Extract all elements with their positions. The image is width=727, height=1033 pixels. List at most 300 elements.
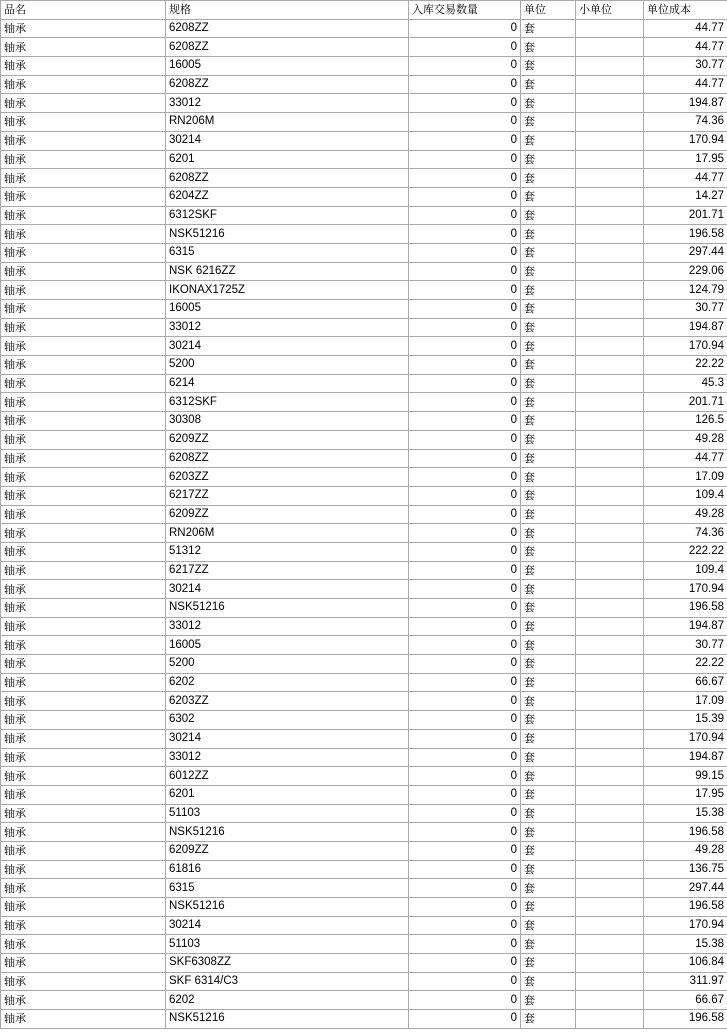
- cell-spec: 51312: [166, 542, 409, 561]
- cell-sub-unit: [576, 636, 644, 655]
- cell-unit-cost: 297.44: [644, 879, 727, 898]
- cell-qty: 0: [409, 393, 521, 412]
- table-row: [1, 767, 727, 786]
- cell-sub-unit: [576, 225, 644, 244]
- cell-name: 轴承: [1, 748, 166, 767]
- cell-spec: 6214: [166, 374, 409, 393]
- table-row: [1, 729, 727, 748]
- cell-unit: 套: [521, 505, 576, 524]
- cell-qty: 0: [409, 748, 521, 767]
- cell-spec: 6204ZZ: [166, 187, 409, 206]
- cell-spec: SKF 6314/C3: [166, 972, 409, 991]
- cell-sub-unit: [576, 729, 644, 748]
- table-row: [1, 318, 727, 337]
- cell-qty: 0: [409, 542, 521, 561]
- header-unit: 单位: [521, 1, 576, 20]
- cell-sub-unit: [576, 898, 644, 917]
- cell-spec: 33012: [166, 318, 409, 337]
- cell-qty: 0: [409, 94, 521, 113]
- cell-unit-cost: 194.87: [644, 748, 727, 767]
- cell-sub-unit: [576, 318, 644, 337]
- cell-sub-unit: [576, 972, 644, 991]
- cell-qty: 0: [409, 374, 521, 393]
- cell-sub-unit: [576, 169, 644, 188]
- cell-sub-unit: [576, 916, 644, 935]
- cell-sub-unit: [576, 748, 644, 767]
- cell-qty: 0: [409, 617, 521, 636]
- table-row: [1, 524, 727, 543]
- cell-spec: RN206M: [166, 524, 409, 543]
- cell-sub-unit: [576, 841, 644, 860]
- table-row: [1, 935, 727, 954]
- cell-unit: 套: [521, 206, 576, 225]
- cell-name: 轴承: [1, 57, 166, 76]
- cell-unit-cost: 126.5: [644, 412, 727, 431]
- cell-unit-cost: 30.77: [644, 300, 727, 319]
- cell-unit-cost: 196.58: [644, 823, 727, 842]
- cell-qty: 0: [409, 991, 521, 1010]
- cell-name: 轴承: [1, 954, 166, 973]
- cell-unit: 套: [521, 169, 576, 188]
- cell-unit-cost: 74.36: [644, 524, 727, 543]
- cell-sub-unit: [576, 711, 644, 730]
- cell-qty: 0: [409, 113, 521, 132]
- cell-qty: 0: [409, 38, 521, 57]
- cell-unit: 套: [521, 356, 576, 375]
- cell-sub-unit: [576, 113, 644, 132]
- cell-name: 轴承: [1, 655, 166, 674]
- cell-qty: 0: [409, 673, 521, 692]
- cell-unit-cost: 194.87: [644, 94, 727, 113]
- cell-unit: 套: [521, 673, 576, 692]
- cell-unit-cost: 194.87: [644, 617, 727, 636]
- cell-unit: 套: [521, 38, 576, 57]
- header-spec: 规格: [166, 1, 409, 20]
- cell-spec: 33012: [166, 94, 409, 113]
- cell-unit: 套: [521, 468, 576, 487]
- cell-sub-unit: [576, 300, 644, 319]
- cell-name: 轴承: [1, 785, 166, 804]
- cell-unit: 套: [521, 785, 576, 804]
- cell-sub-unit: [576, 449, 644, 468]
- cell-unit-cost: 106.84: [644, 954, 727, 973]
- cell-qty: 0: [409, 655, 521, 674]
- cell-unit: 套: [521, 823, 576, 842]
- cell-spec: NSK51216: [166, 823, 409, 842]
- cell-spec: NSK51216: [166, 898, 409, 917]
- cell-qty: 0: [409, 636, 521, 655]
- cell-qty: 0: [409, 692, 521, 711]
- cell-sub-unit: [576, 486, 644, 505]
- cell-unit: 套: [521, 711, 576, 730]
- cell-name: 轴承: [1, 935, 166, 954]
- cell-name: 轴承: [1, 337, 166, 356]
- cell-sub-unit: [576, 150, 644, 169]
- cell-qty: 0: [409, 935, 521, 954]
- cell-unit-cost: 170.94: [644, 729, 727, 748]
- cell-sub-unit: [576, 767, 644, 786]
- cell-unit: 套: [521, 262, 576, 281]
- cell-spec: 16005: [166, 636, 409, 655]
- cell-name: 轴承: [1, 75, 166, 94]
- cell-unit-cost: 22.22: [644, 655, 727, 674]
- cell-unit-cost: 44.77: [644, 449, 727, 468]
- cell-name: 轴承: [1, 841, 166, 860]
- table-row: [1, 169, 727, 188]
- cell-unit: 套: [521, 300, 576, 319]
- cell-name: 轴承: [1, 468, 166, 487]
- cell-name: 轴承: [1, 636, 166, 655]
- cell-unit: 套: [521, 449, 576, 468]
- cell-sub-unit: [576, 823, 644, 842]
- cell-unit: 套: [521, 636, 576, 655]
- cell-qty: 0: [409, 300, 521, 319]
- cell-spec: 6208ZZ: [166, 449, 409, 468]
- cell-qty: 0: [409, 1010, 521, 1029]
- cell-spec: 16005: [166, 300, 409, 319]
- cell-sub-unit: [576, 655, 644, 674]
- table-row: [1, 449, 727, 468]
- cell-qty: 0: [409, 318, 521, 337]
- cell-name: 轴承: [1, 711, 166, 730]
- cell-name: 轴承: [1, 804, 166, 823]
- cell-name: 轴承: [1, 281, 166, 300]
- cell-spec: IKONAX1725Z: [166, 281, 409, 300]
- cell-qty: 0: [409, 954, 521, 973]
- cell-qty: 0: [409, 486, 521, 505]
- table-row: [1, 617, 727, 636]
- cell-sub-unit: [576, 57, 644, 76]
- table-row: [1, 486, 727, 505]
- cell-unit-cost: 66.67: [644, 673, 727, 692]
- cell-unit-cost: 17.95: [644, 150, 727, 169]
- cell-unit: 套: [521, 972, 576, 991]
- cell-sub-unit: [576, 131, 644, 150]
- cell-unit: 套: [521, 243, 576, 262]
- cell-unit-cost: 17.09: [644, 468, 727, 487]
- cell-spec: SKF6308ZZ: [166, 954, 409, 973]
- cell-name: 轴承: [1, 374, 166, 393]
- cell-sub-unit: [576, 954, 644, 973]
- cell-name: 轴承: [1, 692, 166, 711]
- table-row: [1, 225, 727, 244]
- cell-spec: 6209ZZ: [166, 505, 409, 524]
- cell-name: 轴承: [1, 1010, 166, 1029]
- cell-name: 轴承: [1, 300, 166, 319]
- table-row: [1, 580, 727, 599]
- cell-unit-cost: 44.77: [644, 19, 727, 38]
- cell-spec: 16005: [166, 57, 409, 76]
- cell-unit-cost: 124.79: [644, 281, 727, 300]
- cell-sub-unit: [576, 206, 644, 225]
- cell-qty: 0: [409, 841, 521, 860]
- table-row: [1, 954, 727, 973]
- cell-spec: 6208ZZ: [166, 19, 409, 38]
- cell-name: 轴承: [1, 898, 166, 917]
- cell-unit: 套: [521, 692, 576, 711]
- cell-unit: 套: [521, 187, 576, 206]
- cell-unit: 套: [521, 19, 576, 38]
- cell-unit: 套: [521, 412, 576, 431]
- cell-unit: 套: [521, 580, 576, 599]
- cell-spec: NSK 6216ZZ: [166, 262, 409, 281]
- table-row: [1, 711, 727, 730]
- table-row: [1, 785, 727, 804]
- cell-qty: 0: [409, 225, 521, 244]
- cell-sub-unit: [576, 580, 644, 599]
- table-row: [1, 860, 727, 879]
- cell-spec: 30214: [166, 131, 409, 150]
- cell-spec: 6201: [166, 150, 409, 169]
- cell-unit: 套: [521, 804, 576, 823]
- cell-sub-unit: [576, 935, 644, 954]
- table-row: [1, 468, 727, 487]
- cell-name: 轴承: [1, 879, 166, 898]
- cell-spec: 6312SKF: [166, 206, 409, 225]
- cell-qty: 0: [409, 19, 521, 38]
- cell-qty: 0: [409, 262, 521, 281]
- cell-name: 轴承: [1, 991, 166, 1010]
- cell-unit-cost: 196.58: [644, 898, 727, 917]
- table-row: [1, 262, 727, 281]
- cell-spec: 30214: [166, 337, 409, 356]
- cell-name: 轴承: [1, 412, 166, 431]
- cell-qty: 0: [409, 524, 521, 543]
- cell-qty: 0: [409, 767, 521, 786]
- cell-unit-cost: 49.28: [644, 505, 727, 524]
- table-row: [1, 113, 727, 132]
- cell-sub-unit: [576, 599, 644, 618]
- cell-name: 轴承: [1, 673, 166, 692]
- cell-qty: 0: [409, 206, 521, 225]
- cell-unit: 套: [521, 879, 576, 898]
- cell-spec: 51103: [166, 935, 409, 954]
- cell-name: 轴承: [1, 486, 166, 505]
- table-row: [1, 991, 727, 1010]
- table-row: [1, 841, 727, 860]
- cell-unit-cost: 194.87: [644, 318, 727, 337]
- cell-unit: 套: [521, 1010, 576, 1029]
- table-row: [1, 879, 727, 898]
- cell-name: 轴承: [1, 449, 166, 468]
- cell-unit-cost: 297.44: [644, 243, 727, 262]
- cell-sub-unit: [576, 75, 644, 94]
- cell-unit-cost: 15.38: [644, 804, 727, 823]
- cell-qty: 0: [409, 599, 521, 618]
- cell-sub-unit: [576, 356, 644, 375]
- cell-sub-unit: [576, 505, 644, 524]
- cell-spec: 6312SKF: [166, 393, 409, 412]
- cell-qty: 0: [409, 505, 521, 524]
- cell-spec: 6302: [166, 711, 409, 730]
- cell-unit: 套: [521, 617, 576, 636]
- cell-unit-cost: 44.77: [644, 38, 727, 57]
- header-name: 品名: [1, 1, 166, 20]
- cell-qty: 0: [409, 823, 521, 842]
- cell-unit-cost: 17.09: [644, 692, 727, 711]
- cell-qty: 0: [409, 150, 521, 169]
- cell-name: 轴承: [1, 131, 166, 150]
- cell-unit-cost: 109.4: [644, 486, 727, 505]
- table-row: [1, 150, 727, 169]
- table-row: [1, 412, 727, 431]
- table-row: [1, 542, 727, 561]
- cell-name: 轴承: [1, 617, 166, 636]
- table-row: [1, 374, 727, 393]
- cell-sub-unit: [576, 1010, 644, 1029]
- cell-qty: 0: [409, 337, 521, 356]
- cell-name: 轴承: [1, 243, 166, 262]
- cell-spec: 6201: [166, 785, 409, 804]
- cell-name: 轴承: [1, 505, 166, 524]
- cell-sub-unit: [576, 785, 644, 804]
- cell-sub-unit: [576, 692, 644, 711]
- table-row: [1, 187, 727, 206]
- cell-unit-cost: 170.94: [644, 580, 727, 599]
- cell-unit: 套: [521, 281, 576, 300]
- table-row: [1, 972, 727, 991]
- cell-sub-unit: [576, 860, 644, 879]
- cell-unit: 套: [521, 150, 576, 169]
- table-row: [1, 38, 727, 57]
- cell-unit-cost: 15.38: [644, 935, 727, 954]
- cell-sub-unit: [576, 393, 644, 412]
- cell-spec: 6217ZZ: [166, 561, 409, 580]
- cell-qty: 0: [409, 468, 521, 487]
- cell-unit: 套: [521, 542, 576, 561]
- cell-qty: 0: [409, 243, 521, 262]
- cell-sub-unit: [576, 542, 644, 561]
- cell-spec: 61816: [166, 860, 409, 879]
- cell-name: 轴承: [1, 150, 166, 169]
- cell-name: 轴承: [1, 113, 166, 132]
- cell-name: 轴承: [1, 729, 166, 748]
- cell-qty: 0: [409, 804, 521, 823]
- cell-qty: 0: [409, 131, 521, 150]
- table-header: [1, 1, 727, 20]
- cell-spec: 33012: [166, 617, 409, 636]
- cell-spec: 6315: [166, 243, 409, 262]
- header-sub-unit: 小单位: [576, 1, 644, 20]
- cell-sub-unit: [576, 243, 644, 262]
- cell-unit: 套: [521, 94, 576, 113]
- cell-qty: 0: [409, 430, 521, 449]
- cell-unit-cost: 17.95: [644, 785, 727, 804]
- table-row: [1, 57, 727, 76]
- cell-unit-cost: 201.71: [644, 393, 727, 412]
- cell-unit: 套: [521, 841, 576, 860]
- cell-unit: 套: [521, 991, 576, 1010]
- cell-spec: 6202: [166, 991, 409, 1010]
- cell-spec: NSK51216: [166, 1010, 409, 1029]
- table-row: [1, 804, 727, 823]
- cell-unit-cost: 30.77: [644, 57, 727, 76]
- cell-qty: 0: [409, 169, 521, 188]
- table-row: [1, 692, 727, 711]
- cell-unit: 套: [521, 131, 576, 150]
- cell-unit-cost: 44.77: [644, 169, 727, 188]
- cell-spec: 51103: [166, 804, 409, 823]
- cell-qty: 0: [409, 916, 521, 935]
- cell-unit-cost: 109.4: [644, 561, 727, 580]
- table-row: [1, 94, 727, 113]
- cell-qty: 0: [409, 972, 521, 991]
- table-row: [1, 898, 727, 917]
- table-row: [1, 243, 727, 262]
- cell-name: 轴承: [1, 430, 166, 449]
- table-row: [1, 1010, 727, 1029]
- cell-spec: 30214: [166, 729, 409, 748]
- cell-spec: 6208ZZ: [166, 75, 409, 94]
- cell-qty: 0: [409, 898, 521, 917]
- cell-spec: 6012ZZ: [166, 767, 409, 786]
- table-row: [1, 599, 727, 618]
- cell-unit: 套: [521, 486, 576, 505]
- cell-unit-cost: 49.28: [644, 841, 727, 860]
- cell-qty: 0: [409, 75, 521, 94]
- cell-sub-unit: [576, 94, 644, 113]
- table-row: [1, 131, 727, 150]
- cell-name: 轴承: [1, 561, 166, 580]
- cell-name: 轴承: [1, 524, 166, 543]
- cell-name: 轴承: [1, 206, 166, 225]
- cell-unit-cost: 170.94: [644, 337, 727, 356]
- header-qty: 入库交易数量: [409, 1, 521, 20]
- cell-unit: 套: [521, 860, 576, 879]
- cell-name: 轴承: [1, 542, 166, 561]
- table-row: [1, 356, 727, 375]
- table-row: [1, 823, 727, 842]
- table-row: [1, 748, 727, 767]
- cell-name: 轴承: [1, 823, 166, 842]
- table-row: [1, 505, 727, 524]
- cell-unit-cost: 49.28: [644, 430, 727, 449]
- cell-name: 轴承: [1, 38, 166, 57]
- table-row: [1, 636, 727, 655]
- table-row: [1, 673, 727, 692]
- cell-qty: 0: [409, 580, 521, 599]
- table-row: [1, 206, 727, 225]
- cell-unit-cost: 196.58: [644, 225, 727, 244]
- cell-spec: 5200: [166, 655, 409, 674]
- table-row: [1, 916, 727, 935]
- cell-sub-unit: [576, 19, 644, 38]
- cell-name: 轴承: [1, 767, 166, 786]
- cell-qty: 0: [409, 860, 521, 879]
- cell-spec: 6217ZZ: [166, 486, 409, 505]
- cell-unit-cost: 136.75: [644, 860, 727, 879]
- cell-unit-cost: 196.58: [644, 599, 727, 618]
- cell-unit-cost: 311.97: [644, 972, 727, 991]
- cell-sub-unit: [576, 879, 644, 898]
- cell-sub-unit: [576, 38, 644, 57]
- cell-sub-unit: [576, 804, 644, 823]
- table-row: [1, 281, 727, 300]
- cell-unit: 套: [521, 337, 576, 356]
- cell-spec: 30214: [166, 916, 409, 935]
- cell-spec: 6315: [166, 879, 409, 898]
- cell-unit-cost: 74.36: [644, 113, 727, 132]
- cell-qty: 0: [409, 187, 521, 206]
- cell-spec: RN206M: [166, 113, 409, 132]
- cell-name: 轴承: [1, 916, 166, 935]
- cell-spec: NSK51216: [166, 225, 409, 244]
- cell-qty: 0: [409, 57, 521, 76]
- cell-unit: 套: [521, 767, 576, 786]
- cell-sub-unit: [576, 337, 644, 356]
- table-row: [1, 337, 727, 356]
- cell-unit: 套: [521, 729, 576, 748]
